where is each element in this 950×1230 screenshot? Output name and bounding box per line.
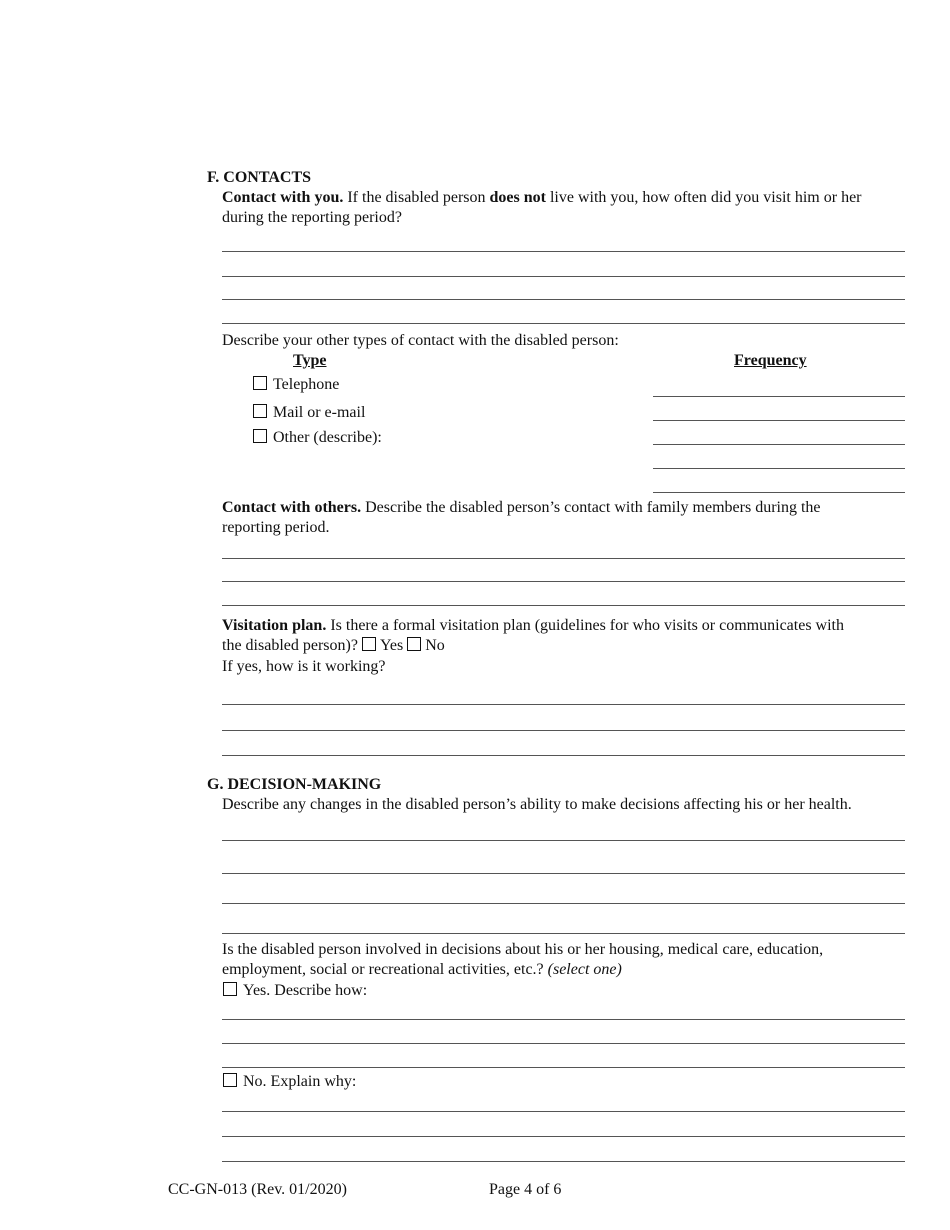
checkbox-yes[interactable] [362, 637, 376, 651]
answer-line[interactable] [222, 1067, 905, 1068]
involvement-question-cont [222, 960, 622, 980]
answer-line[interactable] [222, 299, 905, 300]
answer-line[interactable] [222, 704, 905, 705]
frequency-line[interactable] [653, 468, 905, 469]
other-contact-prompt: Describe your other types of contact with the disabled person: [222, 332, 619, 349]
visitation-plan-label: Visitation plan. [222, 617, 327, 634]
option-no-explain[interactable] [223, 1072, 356, 1092]
answer-line[interactable] [222, 1043, 905, 1044]
visitation-plan-question [222, 616, 844, 636]
decision-changes-prompt: Describe any changes in the disabled person’s ability to make decisions affecting his or her health. [222, 796, 852, 813]
checkbox[interactable] [253, 376, 267, 390]
option-label: Yes. Describe how: [243, 982, 368, 999]
page-number: Page 4 of 6 [489, 1181, 562, 1198]
section-f-heading: F. CONTACTS [207, 169, 312, 186]
question-text: If the disabled person [343, 189, 490, 206]
question-text: live with you, how often did you visit him or her [545, 189, 862, 206]
question-text: employment, social or recreational activities, etc.? [222, 961, 548, 978]
involvement-question: Is the disabled person involved in decisions about his or her housing, medical care, education, [222, 941, 824, 958]
frequency-line[interactable] [653, 396, 905, 397]
select-one-hint: (select one) [547, 961, 622, 978]
contact-with-others-label: Contact with others. [222, 499, 362, 516]
frequency-line[interactable] [653, 492, 905, 493]
contact-with-you-label: Contact with you. [222, 189, 344, 206]
answer-line[interactable] [222, 558, 905, 559]
contact-with-others-question-cont: reporting period. [222, 519, 330, 536]
option-mail-email[interactable] [253, 403, 365, 423]
no-label: No [425, 637, 445, 654]
answer-line[interactable] [222, 1136, 905, 1137]
emphasis-does-not: does not [489, 189, 546, 206]
answer-line[interactable] [222, 276, 905, 277]
contact-with-you-question [222, 188, 862, 208]
option-other[interactable] [253, 428, 382, 448]
option-label: No. Explain why: [243, 1073, 357, 1090]
frequency-line[interactable] [653, 420, 905, 421]
answer-line[interactable] [222, 755, 905, 756]
checkbox-no[interactable] [223, 1073, 237, 1087]
answer-line[interactable] [222, 323, 905, 324]
checkbox[interactable] [253, 429, 267, 443]
answer-line[interactable] [222, 730, 905, 731]
answer-line[interactable] [222, 605, 905, 606]
option-yes-describe[interactable] [223, 981, 367, 1001]
frequency-column-header: Frequency [734, 352, 807, 369]
answer-line[interactable] [222, 251, 905, 252]
answer-line[interactable] [222, 581, 905, 582]
frequency-line[interactable] [653, 444, 905, 445]
question-text: Is there a formal visitation plan (guidelines for who visits or communicates with [326, 617, 844, 634]
option-label: Telephone [273, 376, 340, 393]
option-label: Other (describe): [273, 429, 382, 446]
yes-label: Yes [379, 637, 404, 654]
answer-line[interactable] [222, 840, 905, 841]
answer-line[interactable] [222, 1161, 905, 1162]
contact-with-others-question [222, 498, 821, 518]
checkbox[interactable] [253, 404, 267, 418]
answer-line[interactable] [222, 903, 905, 904]
checkbox-yes[interactable] [223, 982, 237, 996]
visitation-plan-question-cont [222, 636, 445, 656]
question-text: the disabled person)? [222, 637, 358, 654]
question-text: Describe the disabled person’s contact with family members during the [361, 499, 821, 516]
form-id: CC-GN-013 (Rev. 01/2020) [168, 1181, 347, 1198]
visitation-followup: If yes, how is it working? [222, 658, 386, 675]
option-telephone[interactable] [253, 375, 339, 395]
answer-line[interactable] [222, 933, 905, 934]
type-column-header: Type [293, 352, 327, 369]
answer-line[interactable] [222, 1111, 905, 1112]
answer-line[interactable] [222, 1019, 905, 1020]
option-label: Mail or e-mail [273, 404, 366, 421]
answer-line[interactable] [222, 873, 905, 874]
contact-with-you-question-cont: during the reporting period? [222, 209, 402, 226]
checkbox-no[interactable] [407, 637, 421, 651]
section-g-heading: G. DECISION-MAKING [207, 776, 382, 793]
